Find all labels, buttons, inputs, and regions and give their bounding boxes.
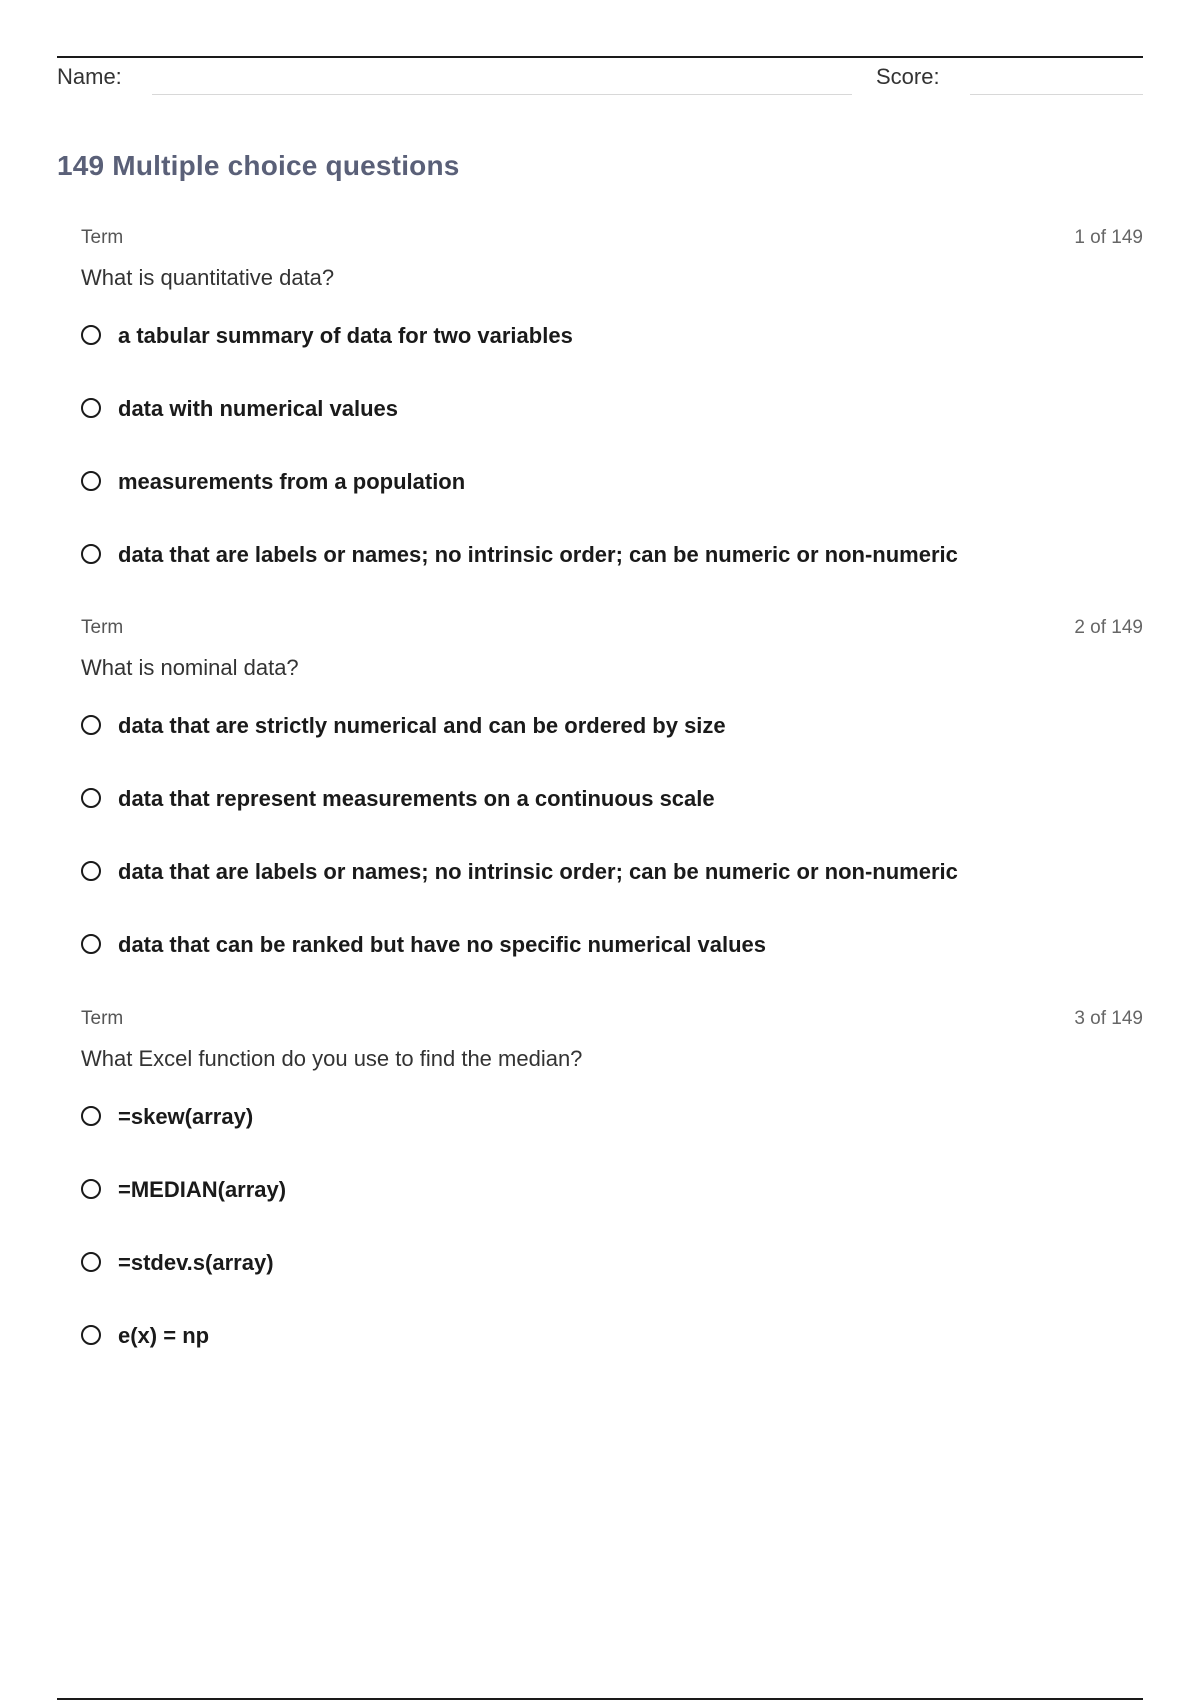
answer-option[interactable]	[81, 1104, 1143, 1177]
radio-button[interactable]	[81, 471, 101, 491]
radio-button[interactable]	[81, 1252, 101, 1272]
term-label: Term	[81, 1008, 124, 1029]
question-counter: 1 of 149	[1074, 227, 1143, 248]
name-label: Name:	[57, 64, 122, 89]
answer-option[interactable]	[81, 1323, 1143, 1396]
answer-option[interactable]	[81, 323, 1143, 396]
question-counter: 3 of 149	[1074, 1008, 1143, 1029]
answer-option[interactable]	[81, 542, 1143, 615]
option-label: data that are labels or names; no intrinsic order; can be numeric or non-numeric	[118, 859, 958, 884]
radio-button[interactable]	[81, 398, 101, 418]
radio-button[interactable]	[81, 325, 101, 345]
term-label: Term	[81, 227, 124, 248]
radio-button[interactable]	[81, 1179, 101, 1199]
option-label: =skew(array)	[118, 1104, 254, 1129]
question-prompt: What is nominal data?	[81, 655, 299, 680]
term-label: Term	[81, 617, 124, 638]
option-label: e(x) = np	[118, 1323, 210, 1348]
option-label: data that represent measurements on a continuous scale	[118, 786, 715, 811]
answer-option[interactable]	[81, 1250, 1143, 1323]
question-prompt: What is quantitative data?	[81, 265, 335, 290]
option-label: =MEDIAN(array)	[118, 1177, 287, 1202]
option-label: data that are strictly numerical and can be ordered by size	[118, 713, 726, 738]
answer-option[interactable]	[81, 713, 1143, 786]
radio-button[interactable]	[81, 934, 101, 954]
option-label: data with numerical values	[118, 396, 398, 421]
answer-option[interactable]	[81, 396, 1143, 469]
radio-button[interactable]	[81, 1325, 101, 1345]
radio-button[interactable]	[81, 861, 101, 881]
option-list	[81, 323, 1143, 615]
radio-button[interactable]	[81, 788, 101, 808]
score-label: Score:	[876, 64, 940, 89]
page-title: 149 Multiple choice questions	[57, 150, 460, 181]
option-label: a tabular summary of data for two variables	[118, 323, 573, 348]
radio-button[interactable]	[81, 544, 101, 564]
option-label: measurements from a population	[118, 469, 466, 494]
question-counter: 2 of 149	[1074, 617, 1143, 638]
score-field[interactable]	[970, 94, 1143, 95]
radio-button[interactable]	[81, 1106, 101, 1126]
answer-option[interactable]	[81, 786, 1143, 859]
option-label: data that can be ranked but have no specific numerical values	[118, 932, 766, 957]
answer-option[interactable]	[81, 469, 1143, 542]
option-label: data that are labels or names; no intrinsic order; can be numeric or non-numeric	[118, 542, 958, 567]
answer-option[interactable]	[81, 1177, 1143, 1250]
option-list	[81, 1104, 1143, 1396]
answer-option[interactable]	[81, 932, 1143, 1005]
name-field[interactable]	[152, 94, 852, 95]
top-divider	[57, 56, 1143, 58]
option-list	[81, 713, 1143, 1005]
option-label: =stdev.s(array)	[118, 1250, 274, 1275]
answer-option[interactable]	[81, 859, 1143, 932]
radio-button[interactable]	[81, 715, 101, 735]
question-prompt: What Excel function do you use to find the median?	[81, 1046, 583, 1071]
